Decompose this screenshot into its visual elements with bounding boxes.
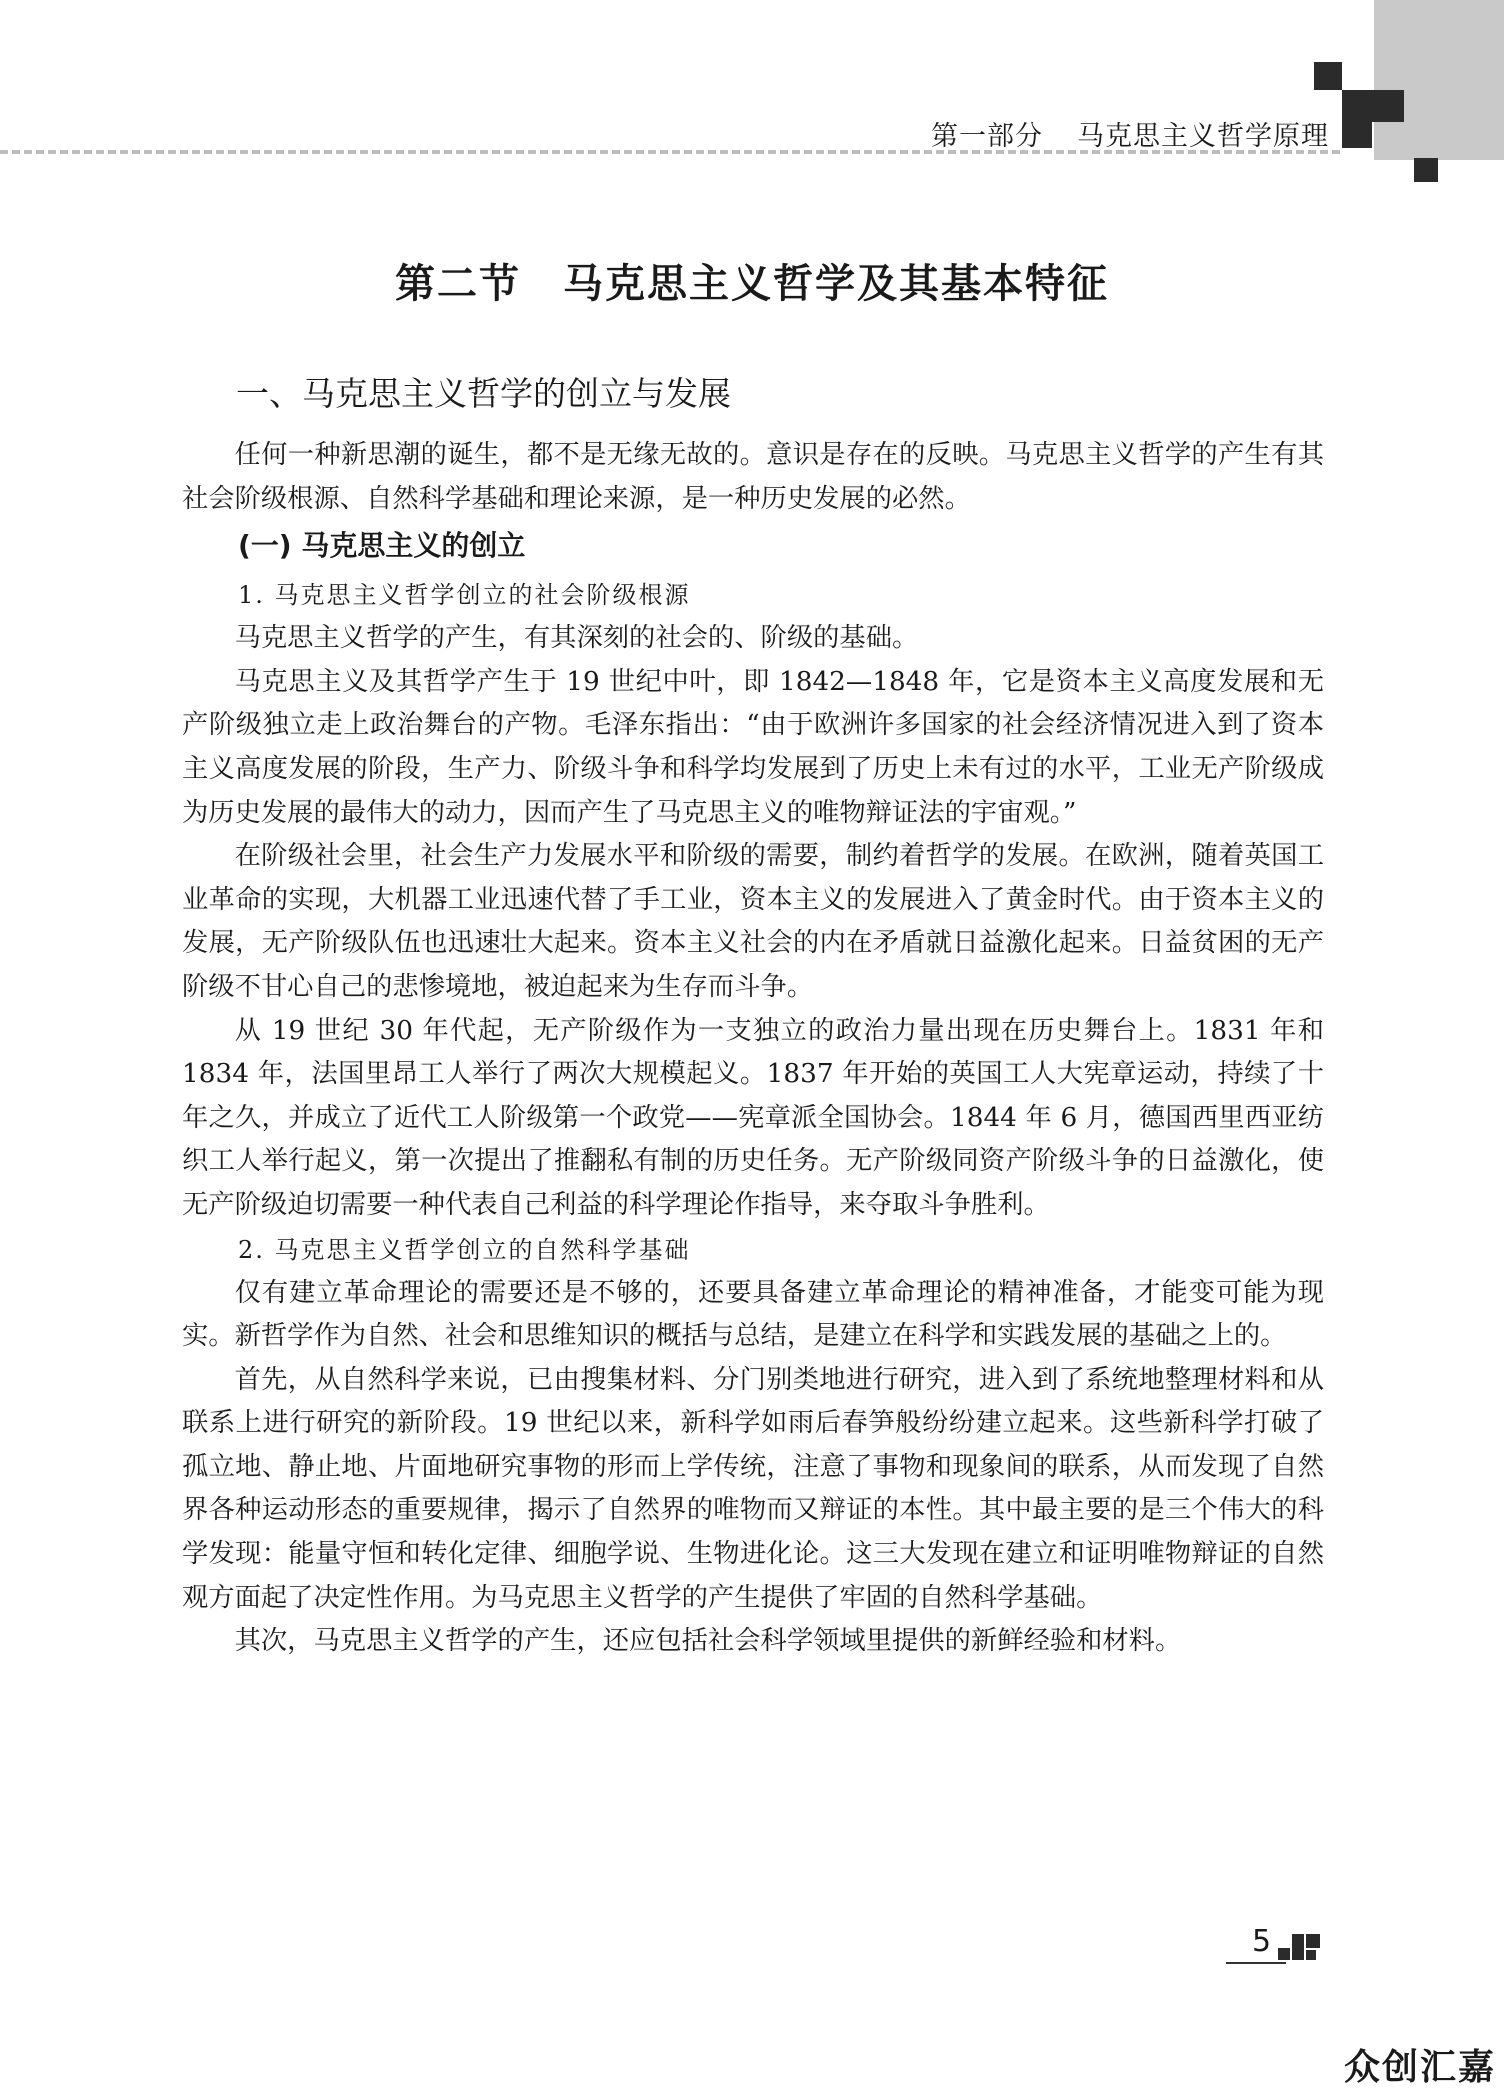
footer-decoration-square xyxy=(1306,1934,1320,1948)
footer-decoration-square xyxy=(1306,1950,1316,1960)
section-number: 第二节 xyxy=(395,260,521,307)
running-head-title: 马克思主义哲学原理 xyxy=(1077,121,1329,152)
heading-1: 一、马克思主义哲学的创立与发展 xyxy=(236,374,731,413)
header-decoration-box xyxy=(1374,0,1504,160)
paragraph: 任何一种新思潮的诞生，都不是无缘无故的。意识是存在的反映。马克思主义哲学的产生有其社会阶级根源、自然科学基础和理论来源，是一种历史发展的必然。 xyxy=(182,440,1324,514)
watermark: 众创汇嘉 xyxy=(1343,2047,1496,2088)
section-title xyxy=(0,252,1504,309)
paragraph: 马克思主义哲学的产生，有其深刻的社会的、阶级的基础。 xyxy=(234,623,919,654)
body-text xyxy=(182,434,1324,1664)
paragraph: 其次，马克思主义哲学的产生，还应包括社会科学领域里提供的新鲜经验和材料。 xyxy=(234,1626,1182,1657)
item-title: 1. 马克思主义哲学创立的社会阶级根源 xyxy=(238,581,691,610)
footer-decoration-square xyxy=(1278,1948,1290,1960)
running-head xyxy=(931,114,1329,153)
paragraph: 从 19 世纪 30 年代起，无产阶级作为一支独立的政治力量出现在历史舞台上。1831 年和 1834 年，法国里昂工人举行了两次大规模起义。1837 年开始的英国工人大宪章运动，持续了十年之久，并成立了近代工人阶级第一个政党——宪章派全国协会。1844 年 6 月，德国西里西亚纺织工人举行起义，第一次提出了推翻私有制的历史任务。无产阶级同资产阶级斗争的日益激化，使无产阶级迫切需要一种代表自己利益的科学理论作指导，来夺取斗争胜利。 xyxy=(182,1015,1324,1220)
paragraph: 马克思主义及其哲学产生于 19 世纪中叶，即 1842—1848 年，它是资本主义高度发展和无产阶级独立走上政治舞台的产物。毛泽东指出：“由于欧洲许多国家的社会经济情况进入到了资本主义高度发展的阶段，生产力、阶级斗争和科学均发展到了历史上未有过的水平，工业无产阶级成为历史发展的最伟大的动力，因而产生了马克思主义的唯物辩证法的宇宙观。” xyxy=(182,666,1324,828)
section-title-text: 马克思主义哲学及其基本特征 xyxy=(563,260,1109,307)
header-decoration-square xyxy=(1342,90,1372,148)
paragraph: 在阶级社会里，社会生产力发展水平和阶级的需要，制约着哲学的发展。在欧洲，随着英国工业革命的实现，大机器工业迅速代替了手工业，资本主义的发展进入了黄金时代。由于资本主义的发展，无产阶级队伍也迅速壮大起来。资本主义社会的内在矛盾就日益激化起来。日益贫困的无产阶级不甘心自己的悲惨境地，被迫起来为生存而斗争。 xyxy=(182,841,1324,1002)
page-number-underline xyxy=(1226,1962,1286,1964)
header-decoration-square xyxy=(1314,62,1342,90)
header-decoration-square xyxy=(1414,158,1438,182)
page-number: 5 xyxy=(1252,1924,1272,1959)
footer-decoration-square xyxy=(1292,1934,1304,1960)
paragraph: 首先，从自然科学来说，已由搜集材料、分门别类地进行研究，进入到了系统地整理材料和从联系上进行研究的新阶段。19 世纪以来，新科学如雨后春笋般纷纷建立起来。这些新科学打破了孤立地、静止地、片面地研究事物的形而上学传统，注意了事物和现象间的联系，从而发现了自然界各种运动形态的重要规律，揭示了自然界的唯物而又辩证的本性。其中最主要的是三个伟大的科学发现：能量守恒和转化定律、细胞学说、生物进化论。这三大发现在建立和证明唯物辩证的自然观方面起了决定性作用。为马克思主义哲学的产生提供了牢固的自然科学基础。 xyxy=(182,1364,1324,1613)
running-head-part: 第一部分 xyxy=(931,121,1043,152)
header-decoration-square xyxy=(1372,90,1404,122)
subheading: (一) 马克思主义的创立 xyxy=(238,529,526,563)
paragraph: 仅有建立革命理论的需要还是不够的，还要具备建立革命理论的精神准备，才能变可能为现实。新哲学作为自然、社会和思维知识的概括与总结，是建立在科学和实践发展的基础之上的。 xyxy=(182,1277,1324,1352)
item-title: 2. 马克思主义哲学创立的自然科学基础 xyxy=(238,1235,691,1264)
